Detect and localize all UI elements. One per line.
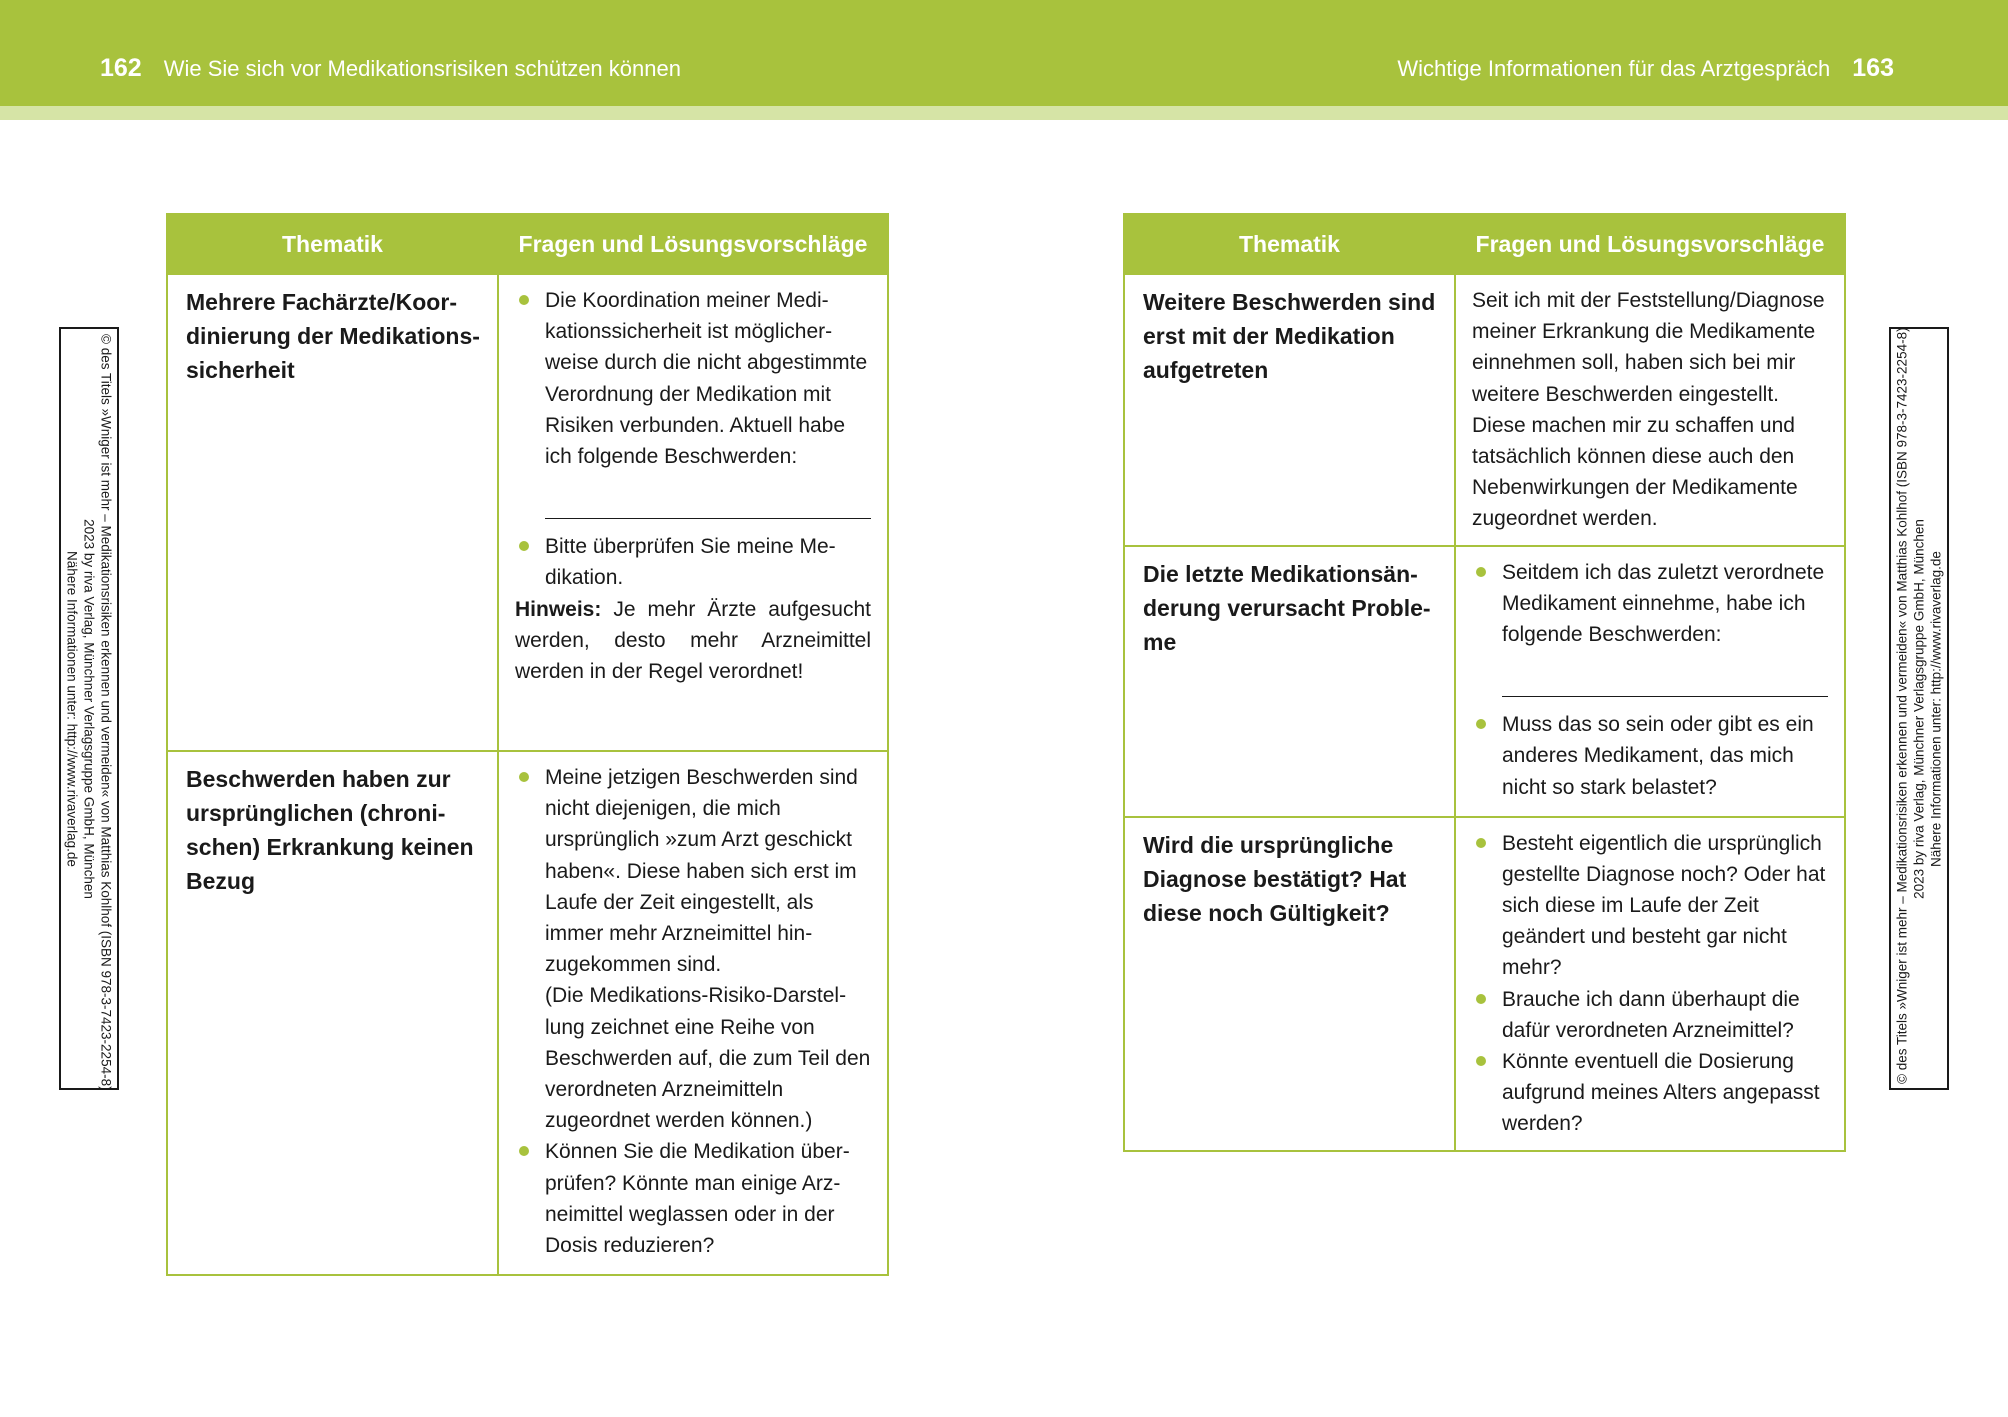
left-page-title: Wie Sie sich vor Medikationsrisiken schützen können [163, 56, 681, 81]
right-header-questions: Fragen und Lösungsvorschläge [1455, 214, 1845, 274]
list-item: Könnte eventuell die Dosierung aufgrund meines Alters angepasst werden? [1472, 1046, 1828, 1140]
bullet-text: Die Koordination meiner Medikationssicherheit ist möglicherweise durch die nicht abgestimmte Verordnung der Medikation mit Risiken verbunden. Aktuell habe ich folgende Beschwerden: [545, 289, 868, 469]
copyright-line: © des Titels »Wniger ist mehr – Medikationsrisiken erkennen und vermeiden« von Matthias Kohlhof (ISBN 978-3-7423-2254-8) [1894, 326, 1910, 1084]
list-item: Können Sie die Medikation überprüfen? Könnte man einige Arzneimittel weglassen oder in der Dosis reduzieren? [515, 1136, 871, 1261]
list-item: Brauche ich dann überhaupt die dafür verordneten Arzneimittel? [1472, 984, 1828, 1046]
row-topic: Mehrere Fachärzte/Koordinierung der Medikationssicherheit [167, 274, 498, 751]
copyright-line: Nähere Informationen unter: http://www.rivaverlag.de [1928, 550, 1944, 867]
row-questions [1455, 546, 1845, 817]
bullet-list [515, 285, 871, 594]
copyright-text [64, 333, 115, 1091]
header-bar [0, 0, 2008, 106]
right-page-title: Wichtige Informationen für das Arztgespräch [1397, 56, 1831, 81]
table-row [167, 274, 888, 751]
header-strip [0, 106, 2008, 120]
left-header-topic: Thematik [167, 214, 498, 274]
row-topic: Beschwerden haben zur ursprünglichen (chronischen) Erkrankung keinen Bezug [167, 751, 498, 1275]
row-topic: Die letzte Medikationsänderung verursacht Probleme [1124, 546, 1455, 817]
table-row [167, 751, 888, 1275]
list-item: Bitte überprüfen Sie meine Medikation. [515, 531, 871, 593]
copyright-line: 2023 by riva Verlag, Münchner Verlagsgruppe GmbH, München [81, 518, 97, 899]
table-row [1124, 274, 1845, 546]
list-item [515, 285, 871, 519]
row-questions [498, 751, 888, 1275]
left-page-header [100, 54, 681, 83]
list-item: Besteht eigentlich die ursprünglich gestellte Diagnose noch? Oder hat sich diese im Laufe der Zeit geändert und besteht gar nicht mehr? [1472, 828, 1828, 984]
bullet-text-extra: (Die Medikations-Risiko-Darstellung zeichnet eine Reihe von Beschwerden auf, die zum Teil den verordneten Arzneimitteln zugeordnet werden können.) [545, 984, 871, 1133]
answer-blank-line [545, 490, 871, 519]
list-item: Muss das so sein oder gibt es ein anderes Medikament, das mich nicht so stark belastet? [1472, 709, 1828, 803]
bullet-text: Meine jetzigen Beschwerden sind nicht diejenigen, die mich ursprünglich »zum Arzt geschickt haben«. Diese haben sich erst im Laufe der Zeit eingestellt, als immer mehr Arzneimittel hinzugekommen sind. [545, 766, 858, 977]
right-page-header [1397, 54, 1894, 83]
left-table [166, 213, 889, 1276]
right-table-header-row [1124, 214, 1845, 274]
row-topic: Weitere Beschwerden sind erst mit der Medikation aufgetreten [1124, 274, 1455, 546]
left-table-header-row [167, 214, 888, 274]
bullet-list [1472, 557, 1828, 803]
copyright-box-left [59, 327, 119, 1090]
copyright-line: Nähere Informationen unter: http://www.rivaverlag.de [64, 550, 80, 867]
right-table [1123, 213, 1846, 1152]
right-page-number: 163 [1852, 54, 1894, 82]
note-text: Je mehr Ärzte aufgesucht werden, desto mehr Arzneimittel werden in der Regel verordnet! [515, 597, 871, 684]
row-questions [1455, 817, 1845, 1151]
left-header-questions: Fragen und Lösungsvorschläge [498, 214, 888, 274]
copyright-text [1894, 326, 1945, 1084]
bullet-text: Seitdem ich das zuletzt verordnete Medikament einnehme, habe ich folgende Beschwerden: [1502, 560, 1825, 647]
copyright-line: 2023 by riva Verlag, Münchner Verlagsgruppe GmbH, München [1911, 518, 1927, 899]
note-label: Hinweis: [515, 597, 602, 621]
table-row [1124, 546, 1845, 817]
copyright-box-right [1889, 327, 1949, 1090]
bullet-list [1472, 828, 1828, 1140]
row-questions [498, 274, 888, 751]
answer-blank-line [1502, 668, 1828, 697]
bullet-list [515, 762, 871, 1261]
list-item [1472, 557, 1828, 698]
note [515, 594, 871, 688]
row-topic: Wird die ursprüngliche Diagnose bestätigt? Hat diese noch Gültigkeit? [1124, 817, 1455, 1151]
right-header-topic: Thematik [1124, 214, 1455, 274]
list-item [515, 762, 871, 1136]
left-page-number: 162 [100, 54, 142, 82]
copyright-line: © des Titels »Wniger ist mehr – Medikationsrisiken erkennen und vermeiden« von Matthias Kohlhof (ISBN 978-3-7423-2254-8) [98, 333, 114, 1091]
table-row [1124, 817, 1845, 1151]
row-text: Seit ich mit der Feststellung/Diagnose meiner Erkrankung die Medikamente einnehmen soll, haben sich bei mir weitere Beschwerden eingestellt. Diese machen mir zu schaffen und tatsächlich können diese auch den Nebenwirkungen der Medikamente zugeordnet werden. [1455, 274, 1845, 546]
